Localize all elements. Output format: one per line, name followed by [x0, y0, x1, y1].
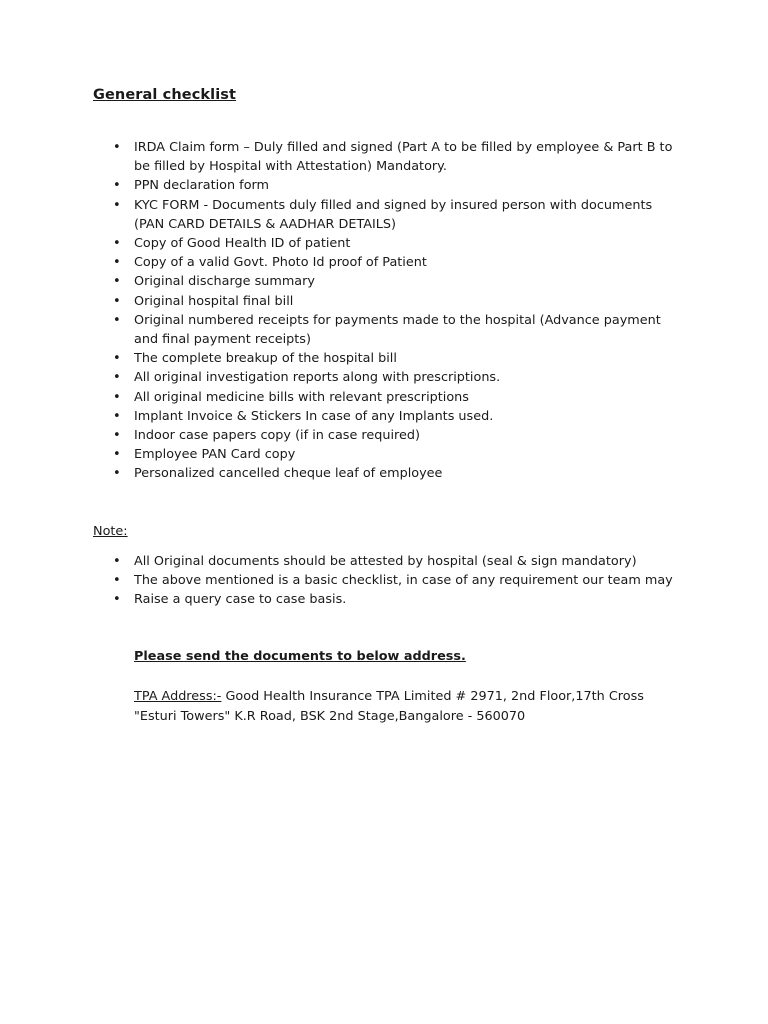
note-heading: Note: — [93, 524, 128, 539]
note-item: • The above mentioned is a basic checklist, in case of any requirement our team may — [0, 571, 674, 590]
checklist-item: • Implant Invoice & Stickers In case of any Implants used. — [0, 407, 674, 426]
checklist-item: • Employee PAN Card copy — [0, 445, 674, 464]
checklist — [0, 138, 674, 484]
checklist-item: • The complete breakup of the hospital bill — [0, 349, 674, 368]
checklist-item: • PPN declaration form — [0, 176, 674, 195]
page-title: General checklist — [93, 87, 237, 103]
tpa-address — [134, 687, 694, 726]
checklist-item: • All original medicine bills with relevant prescriptions — [0, 388, 674, 407]
note-item: • All Original documents should be attested by hospital (seal & sign mandatory) — [0, 552, 674, 571]
checklist-item: • Original numbered receipts for payments made to the hospital (Advance payment and final payment receipts) — [0, 311, 674, 349]
address-line-1-text: Good Health Insurance TPA Limited # 2971, 2nd Floor,17th Cross — [221, 689, 644, 704]
notes-list — [0, 552, 674, 610]
address-label: TPA Address:- — [134, 689, 222, 704]
checklist-item: • Indoor case papers copy (if in case required) — [0, 426, 674, 445]
address-line-2: "Esturi Towers" K.R Road, BSK 2nd Stage,Bangalore - 560070 — [134, 708, 526, 724]
checklist-item: • Original discharge summary — [0, 272, 674, 291]
checklist-item: • Personalized cancelled cheque leaf of employee — [0, 464, 674, 483]
checklist-item: • Original hospital final bill — [0, 292, 674, 311]
checklist-item: • Copy of Good Health ID of patient — [0, 234, 674, 253]
send-heading: Please send the documents to below address. — [134, 649, 466, 664]
checklist-item: • IRDA Claim form – Duly filled and signed (Part A to be filled by employee & Part B to be filled by Hospital with Attestation) Mandatory. — [0, 138, 674, 176]
note-item: • Raise a query case to case basis. — [0, 590, 674, 609]
checklist-item: • KYC FORM - Documents duly filled and signed by insured person with documents (PAN CARD DETAILS & AADHAR DETAILS) — [0, 196, 674, 234]
checklist-item: • All original investigation reports along with prescriptions. — [0, 368, 674, 387]
checklist-item: • Copy of a valid Govt. Photo Id proof of Patient — [0, 253, 674, 272]
address-line-1 — [134, 687, 694, 707]
